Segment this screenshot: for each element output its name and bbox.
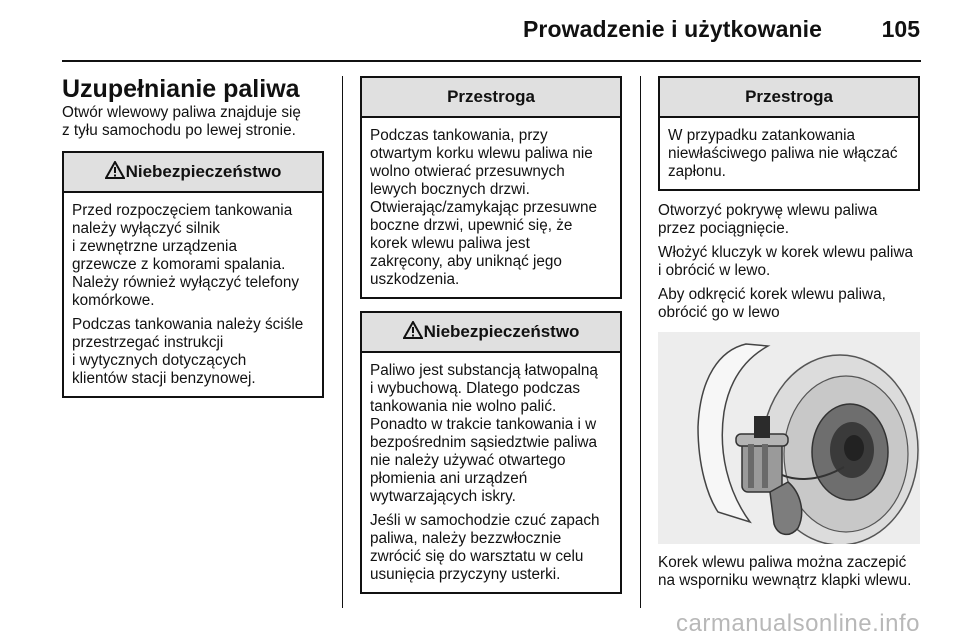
text-line: Otwierając/zamykając przesuwne [370,199,597,216]
caution-paragraph [370,127,612,289]
danger-paragraph [72,202,314,310]
intro-paragraph [62,104,324,140]
text-line: i zewnętrzne urządzenia [72,238,237,255]
section-heading: Uzupełnianie paliwa [62,75,300,103]
text-line: W przypadku zatankowania [668,127,856,144]
fuel-cap-illustration [658,332,920,544]
danger-box-header [64,153,322,193]
text-line: zwrócić się do warsztatu w celu [370,548,584,565]
danger-title: Niebezpieczeństwo [423,322,580,341]
caution-box-body [660,118,918,189]
text-line: usunięcia przyczyny usterki. [370,566,561,583]
caution-box [360,76,622,299]
text-line: nie należy używać otwartego [370,452,566,469]
danger-box [62,151,324,398]
danger-paragraph [72,316,314,388]
text-line: zapłonu. [668,163,726,180]
text-line: należy wyłączyć silnik [72,220,220,237]
text-line: boczne drzwi, upewnić się, że [370,217,573,234]
warning-triangle-icon [403,321,423,339]
danger-paragraph [370,512,612,584]
text-line: korek wlewu paliwa jest [370,235,530,252]
text-line: komórkowe. [72,292,155,309]
text-line: zakręcony, aby uniknąć jego [370,253,562,270]
text-line: Podczas tankowania, przy [370,127,548,144]
text-line: i wybuchową. Dlatego podczas [370,380,581,397]
text-line: Włożyć kluczyk w korek wlewu paliwa [658,244,914,261]
text-line: płomienia ani urządzeń [370,470,528,487]
text-line: tankowania nie wolno palić. [370,398,557,415]
page-header [0,0,960,60]
text-line: obrócić go w lewo [658,304,780,321]
fuel-cap-illustration-drawing [658,332,920,544]
instruction-step [658,244,920,280]
danger-box [360,311,622,594]
column-divider-2 [640,76,641,608]
text-line: lewych bocznych drzwi. [370,181,530,198]
text-line: Aby odkręcić korek wlewu paliwa, [658,286,886,303]
watermark: carmanualsonline.info [676,610,920,637]
text-line: Jeśli w samochodzie czuć zapach [370,512,600,529]
warning-triangle-icon [105,161,125,179]
text-line: Korek wlewu paliwa można zaczepić [658,554,907,571]
text-line: Otworzyć pokrywę wlewu paliwa [658,202,878,219]
header-divider [62,60,921,62]
caution-box-header: Przestroga [362,78,620,118]
column-2 [360,74,622,594]
caution-box [658,76,920,191]
caution-box-body [362,118,620,297]
text-line: Ponadto w trakcie tankowania i w [370,416,597,433]
text-line: bezpośrednim sąsiedztwie paliwa [370,434,598,451]
column-1 [62,74,324,398]
text-line: wytwarzających iskry. [370,488,516,505]
text-line: Przed rozpoczęciem tankowania [72,202,293,219]
instructions [658,202,920,322]
text-line: uszkodzenia. [370,271,460,288]
column-3 [658,74,920,590]
text-line: przez pociągnięcie. [658,220,789,237]
danger-paragraph [370,362,612,506]
caution-paragraph [668,127,910,181]
illustration-caption [658,554,920,590]
page-number: 105 [881,16,920,42]
instruction-step [658,202,920,238]
text-line: Otwór wlewowy paliwa znajduje się [62,104,301,121]
text-line: klientów stacji benzynowej. [72,370,256,387]
text-line: i obrócić w lewo. [658,262,771,279]
text-line: paliwa, należy bezzwłocznie [370,530,562,547]
danger-box-header [362,313,620,353]
text-line: Podczas tankowania należy ściśle [72,316,304,333]
header-title: Prowadzenie i użytkowanie [522,16,822,42]
danger-box-body [362,353,620,592]
text-line: przestrzegać instrukcji [72,334,224,351]
text-line: otwartym korku wlewu paliwa nie [370,145,593,162]
text-line: niewłaściwego paliwa nie włączać [668,145,898,162]
text-line: i wytycznych dotyczących [72,352,247,369]
instruction-step [658,286,920,322]
text-line: Paliwo jest substancją łatwopalną [370,362,598,379]
text-line: Należy również wyłączyć telefony [72,274,299,291]
caution-box-header: Przestroga [660,78,918,118]
text-line: na wsporniku wewnątrz klapki wlewu. [658,572,912,589]
danger-title: Niebezpieczeństwo [125,162,282,181]
text-line: grzewcze z komorami spalania. [72,256,286,273]
text-line: wolno otwierać przesuwnych [370,163,565,180]
danger-box-body [64,193,322,396]
column-divider-1 [342,76,343,608]
text-line: z tyłu samochodu po lewej stronie. [62,122,296,139]
